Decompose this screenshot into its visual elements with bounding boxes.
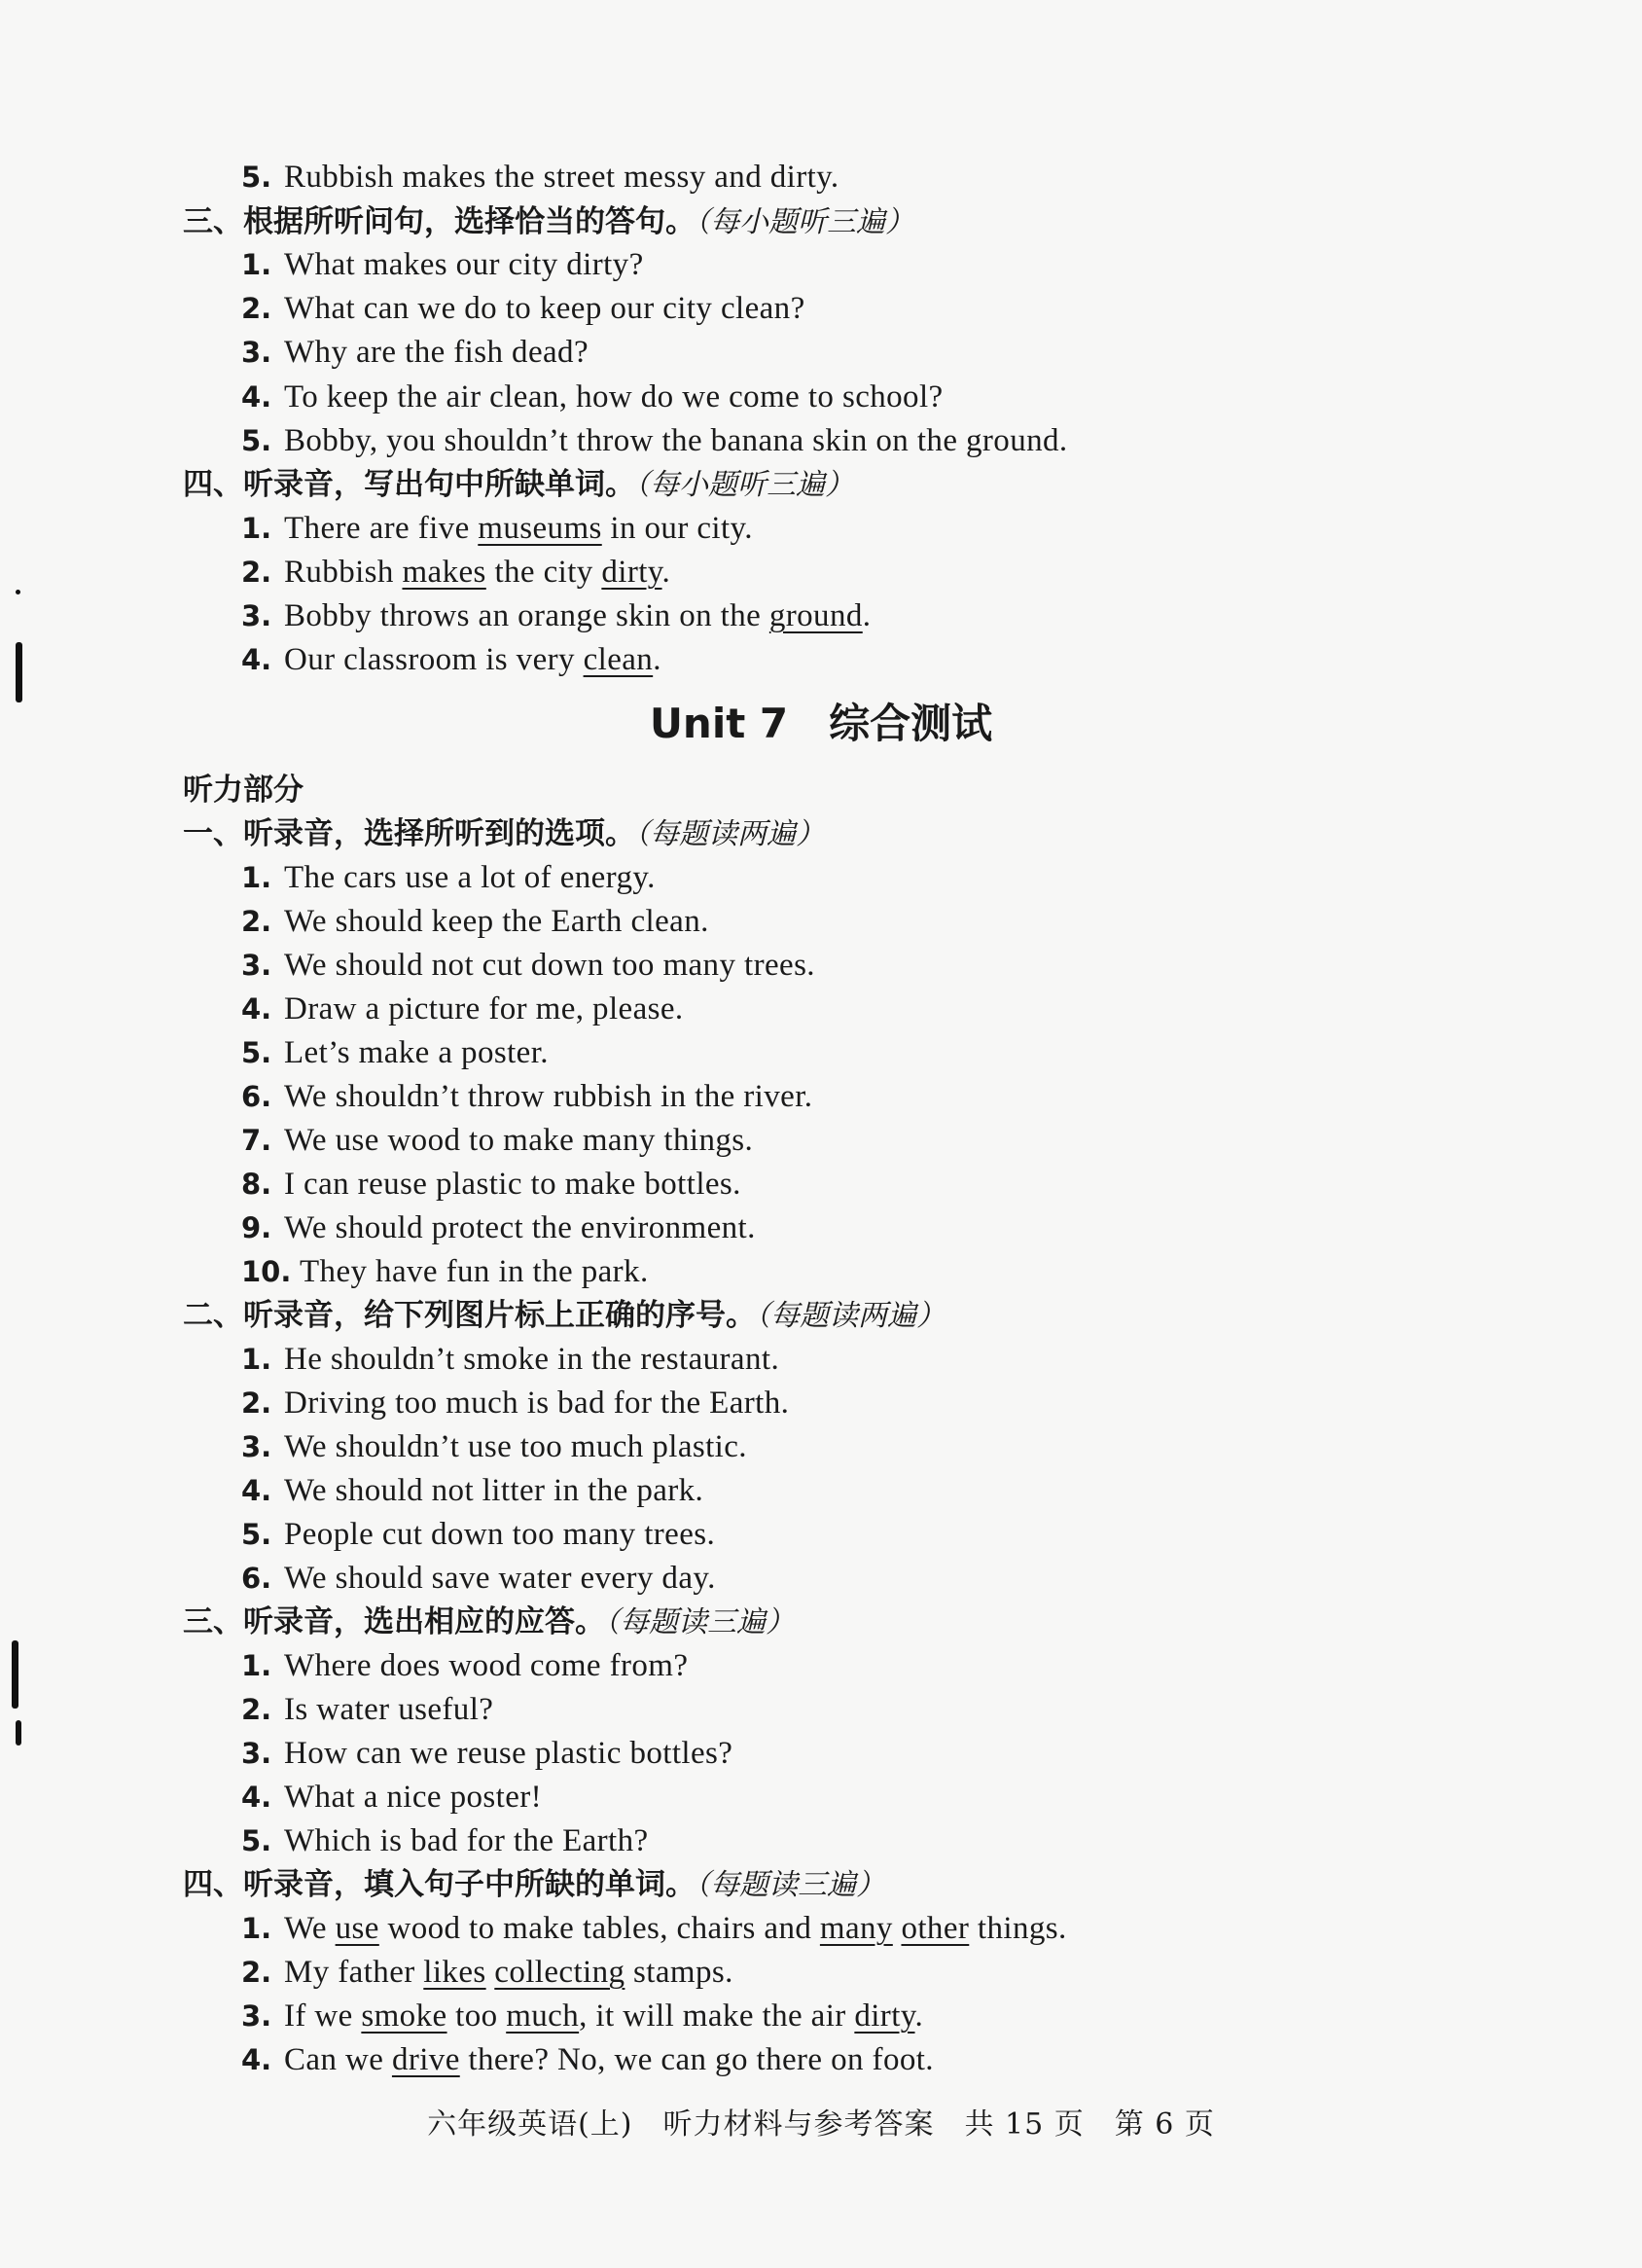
item-text: Which is bad for the Earth? xyxy=(284,1823,649,1858)
item-number: 1. xyxy=(241,1649,272,1682)
text-segment: Bobby throws an orange skin on the xyxy=(284,598,769,633)
list-item xyxy=(241,594,871,637)
item-text: Why are the fish dead? xyxy=(284,335,589,370)
item-text: The cars use a lot of energy. xyxy=(284,860,656,895)
item-text xyxy=(284,511,753,546)
scan-mark xyxy=(16,1720,21,1746)
item-number: 2. xyxy=(241,292,272,325)
item-text: Bobby, you shouldn’t throw the banana skin on the ground. xyxy=(284,423,1068,458)
item-text: They have fun in the park. xyxy=(300,1254,649,1289)
list-item xyxy=(241,1206,756,1249)
answer-word: much xyxy=(506,1998,580,2034)
text-segment: Our classroom is very xyxy=(284,642,584,677)
item-number: 5. xyxy=(241,161,272,194)
list-item xyxy=(241,2038,934,2081)
item-text: Where does wood come from? xyxy=(284,1648,689,1683)
answer-word: many xyxy=(819,1911,893,1946)
section-heading-text: 四、听录音，写出句中所缺单词。 xyxy=(183,467,635,502)
item-number: 2. xyxy=(241,1386,272,1420)
list-item xyxy=(241,1907,1067,1950)
list-item xyxy=(241,1557,716,1600)
list-item xyxy=(241,1031,549,1074)
section-heading xyxy=(183,1601,795,1644)
item-text: What makes our city dirty? xyxy=(284,247,644,282)
list-item xyxy=(241,638,661,681)
list-item xyxy=(241,1163,741,1206)
section-heading xyxy=(183,463,854,507)
answer-word: dirty xyxy=(854,1998,915,2034)
item-text: How can we reuse plastic bottles? xyxy=(284,1736,733,1771)
part-heading: 听力部分 xyxy=(183,773,303,808)
section-heading-text: 四、听录音，填入句子中所缺的单词。 xyxy=(183,1867,696,1902)
item-text: Rubbish makes the street messy and dirty. xyxy=(284,160,839,195)
list-item xyxy=(241,331,589,374)
item-number: 10. xyxy=(241,1255,292,1288)
answer-word: smoke xyxy=(361,1998,447,2034)
item-number: 3. xyxy=(241,1999,272,2033)
text-segment xyxy=(486,1955,495,1990)
text-segment: too xyxy=(446,1998,507,2034)
item-text xyxy=(284,642,661,677)
item-text: What can we do to keep our city clean? xyxy=(284,291,805,326)
text-segment: . xyxy=(862,598,872,633)
section-heading xyxy=(183,1294,946,1338)
item-text xyxy=(284,1955,733,1990)
item-number: 4. xyxy=(241,2043,272,2076)
text-segment: there? No, we can go there on foot. xyxy=(459,2042,934,2077)
item-text xyxy=(284,2042,934,2077)
item-number: 8. xyxy=(241,1168,272,1201)
item-text: I can reuse plastic to make bottles. xyxy=(284,1167,741,1202)
text-segment: things. xyxy=(969,1911,1067,1946)
item-text: Driving too much is bad for the Earth. xyxy=(284,1386,790,1421)
page-title: Unit 7 综合测试 xyxy=(649,700,993,747)
item-number: 3. xyxy=(241,336,272,369)
section-note: （每题读两遍） xyxy=(756,1299,946,1333)
item-text: Is water useful? xyxy=(284,1692,494,1727)
page-footer: 六年级英语(上) 听力材料与参考答案 共 15 页 第 6 页 xyxy=(427,2107,1215,2142)
item-number: 4. xyxy=(241,992,272,1026)
answer-word: collecting xyxy=(494,1955,625,1990)
item-text: We should not cut down too many trees. xyxy=(284,948,815,983)
item-number: 5. xyxy=(241,424,272,457)
list-item xyxy=(241,1995,923,2037)
item-number: 9. xyxy=(241,1211,272,1244)
scan-mark xyxy=(12,1640,18,1709)
answer-word: drive xyxy=(391,2042,460,2077)
list-item xyxy=(241,1469,703,1512)
item-text: To keep the air clean, how do we come to school? xyxy=(284,379,944,414)
item-text: People cut down too many trees. xyxy=(284,1517,716,1552)
item-text xyxy=(284,598,871,633)
item-text: Draw a picture for me, please. xyxy=(284,991,684,1026)
item-number: 1. xyxy=(241,512,272,545)
list-item xyxy=(241,243,644,286)
answer-word: museums xyxy=(478,511,602,546)
answer-word: clean xyxy=(583,642,654,677)
item-text: Let’s make a poster. xyxy=(284,1035,549,1070)
section-note: （每小题听三遍） xyxy=(635,468,854,502)
item-number: 2. xyxy=(241,1956,272,1989)
section-note: （每题读两遍） xyxy=(635,817,825,851)
text-segment: Can we xyxy=(284,2042,392,2077)
answer-word: use xyxy=(335,1911,379,1946)
item-number: 3. xyxy=(241,949,272,982)
section-note: （每小题听三遍） xyxy=(696,205,914,239)
list-item xyxy=(241,1250,649,1293)
section-note: （每题读三遍） xyxy=(605,1605,795,1639)
item-number: 5. xyxy=(241,1824,272,1857)
text-segment: We xyxy=(284,1911,336,1946)
list-item xyxy=(241,507,753,550)
text-segment: Rubbish xyxy=(284,555,403,590)
text-segment: stamps. xyxy=(625,1955,733,1990)
item-number: 4. xyxy=(241,380,272,414)
section-heading xyxy=(183,200,914,244)
section-heading-text: 二、听录音，给下列图片标上正确的序号。 xyxy=(183,1298,756,1333)
list-item xyxy=(241,1119,753,1162)
answer-word: makes xyxy=(402,555,486,590)
item-number: 1. xyxy=(241,248,272,281)
list-item xyxy=(241,856,656,899)
item-number: 6. xyxy=(241,1080,272,1113)
list-item xyxy=(241,419,1068,462)
list-item xyxy=(241,1688,493,1731)
list-item xyxy=(241,156,839,198)
text-segment: There are five xyxy=(284,511,479,546)
list-item xyxy=(241,1819,649,1862)
list-item xyxy=(241,1644,688,1687)
section-note: （每题读三遍） xyxy=(696,1868,885,1902)
item-number: 1. xyxy=(241,861,272,894)
section-heading-text: 三、根据所听问句，选择恰当的答句。 xyxy=(183,204,696,239)
scan-mark xyxy=(16,642,22,702)
item-number: 5. xyxy=(241,1518,272,1551)
text-segment: My father xyxy=(284,1955,424,1990)
list-item xyxy=(241,1513,715,1556)
item-number: 4. xyxy=(241,643,272,676)
item-number: 1. xyxy=(241,1343,272,1376)
list-item xyxy=(241,1951,733,1994)
list-item xyxy=(241,1338,779,1381)
text-segment: If we xyxy=(284,1998,362,2034)
text-segment: . xyxy=(661,555,671,590)
list-item xyxy=(241,944,815,987)
item-text: What a nice poster! xyxy=(284,1780,543,1815)
item-number: 3. xyxy=(241,1737,272,1770)
item-text: We should keep the Earth clean. xyxy=(284,904,709,939)
item-text: We use wood to make many things. xyxy=(284,1123,754,1158)
item-text: We should protect the environment. xyxy=(284,1210,756,1245)
list-item xyxy=(241,1425,747,1468)
list-item xyxy=(241,900,709,943)
section-heading-text: 三、听录音，选出相应的应答。 xyxy=(183,1604,605,1639)
list-item xyxy=(241,551,670,594)
list-item xyxy=(241,376,944,418)
section-heading xyxy=(183,1863,885,1907)
item-text xyxy=(284,555,670,590)
text-segment: wood to make tables, chairs and xyxy=(378,1911,820,1946)
text-segment: . xyxy=(653,642,661,677)
list-item xyxy=(241,1776,542,1818)
item-text: We shouldn’t use too much plastic. xyxy=(284,1429,747,1464)
item-text xyxy=(284,1998,923,2034)
text-segment: , it will make the air xyxy=(579,1998,855,2034)
text-segment: the city xyxy=(485,555,602,590)
list-item xyxy=(241,988,684,1030)
list-item xyxy=(241,1382,789,1424)
item-number: 3. xyxy=(241,599,272,632)
answer-word: other xyxy=(901,1911,970,1946)
item-text: We should not litter in the park. xyxy=(284,1473,704,1508)
item-number: 2. xyxy=(241,556,272,589)
answer-word: likes xyxy=(423,1955,486,1990)
item-number: 3. xyxy=(241,1430,272,1463)
scan-mark xyxy=(16,590,20,594)
item-number: 2. xyxy=(241,1693,272,1726)
list-item xyxy=(241,1075,812,1118)
item-text: We shouldn’t throw rubbish in the river. xyxy=(284,1079,813,1114)
item-text: He shouldn’t smoke in the restaurant. xyxy=(284,1342,780,1377)
item-text xyxy=(284,1911,1067,1946)
item-number: 4. xyxy=(241,1781,272,1814)
item-number: 1. xyxy=(241,1912,272,1945)
list-item xyxy=(241,287,805,330)
section-heading-text: 一、听录音，选择所听到的选项。 xyxy=(183,816,635,851)
item-number: 4. xyxy=(241,1474,272,1507)
list-item xyxy=(241,1732,732,1775)
text-segment: in our city. xyxy=(601,511,753,546)
item-number: 5. xyxy=(241,1036,272,1069)
item-text: We should save water every day. xyxy=(284,1561,716,1596)
text-segment: . xyxy=(914,1998,924,2034)
answer-word: ground xyxy=(768,598,863,633)
item-number: 6. xyxy=(241,1562,272,1595)
item-number: 2. xyxy=(241,905,272,938)
answer-word: dirty xyxy=(601,555,662,590)
item-number: 7. xyxy=(241,1124,272,1157)
section-heading xyxy=(183,812,825,856)
